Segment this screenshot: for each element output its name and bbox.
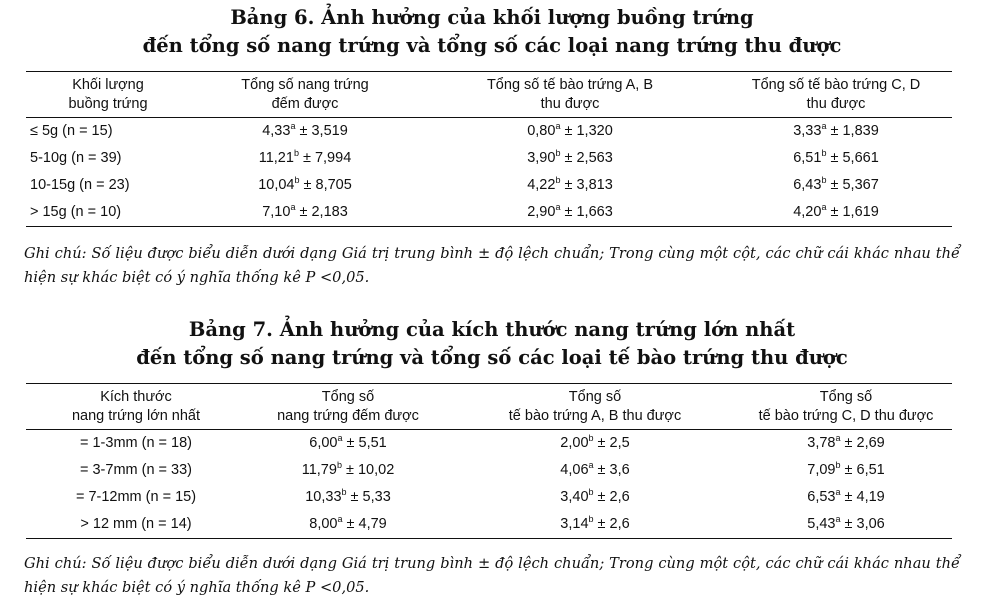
cell-oocytes-ab: 2,90$^a$ ± 1,663	[420, 199, 720, 227]
table7-header-oocytes-cd: Tổng số tế bào trứng C, D thu được	[740, 384, 952, 430]
table6-header-oocytes-cd: Tổng số tế bào trứng C, D thu được	[720, 72, 952, 118]
cell-follicles: 10,33$^b$ ± 5,33	[305, 487, 391, 505]
table7-header-row	[26, 384, 952, 430]
table-row	[26, 172, 952, 199]
table7-title	[0, 316, 984, 372]
table6	[26, 71, 952, 227]
cell-follicles: 10,04$^b$ ± 8,705	[258, 175, 352, 193]
row-group-label: = 7-12mm (n = 15)	[75, 489, 197, 505]
table6-header-oocytes-ab: Tổng số tế bào trứng A, B thu được	[420, 72, 720, 118]
cell-oocytes-cd: 3,33$^a$ ± 1,839	[793, 121, 879, 139]
table-row	[26, 457, 952, 484]
cell-oocytes-ab: 3,90$^b$ ± 2,563	[527, 148, 613, 166]
table6-title-line2: đến tổng số nang trứng và tổng số các loại nang trứng thu được	[142, 34, 842, 57]
table-row	[26, 145, 952, 172]
cell-oocytes-cd: 5,43$^a$ ± 3,06	[740, 511, 952, 539]
table7-note: Ghi chú: Số liệu được biểu diễn dưới dạng Giá trị trung bình ± độ lệch chuẩn; Trong cùng một cột, các chữ cái khác nhau thể hiện sự khác biệt có ý nghĩa thống kê P <0,05.	[24, 555, 960, 596]
row-group-label: = 3-7mm (n = 33)	[79, 462, 192, 478]
cell-follicles: 6,00$^a$ ± 5,51	[309, 433, 387, 451]
cell-oocytes-ab: 3,40$^b$ ± 2,6	[560, 487, 630, 505]
table-row	[26, 484, 952, 511]
row-group-label: 5-10g (n = 39)	[30, 150, 122, 166]
row-group-label: > 15g (n = 10)	[26, 199, 190, 227]
cell-follicles: 7,10$^a$ ± 2,183	[190, 199, 420, 227]
table6-title-line1: Bảng 6. Ảnh hưởng của khối lượng buồng trứng	[230, 6, 754, 29]
row-group-label: ≤ 5g (n = 15)	[30, 123, 113, 139]
table-row	[26, 430, 952, 458]
table7	[26, 383, 952, 539]
table7-header-follicle-size: Kích thước nang trứng lớn nhất	[26, 384, 246, 430]
cell-oocytes-cd: 4,20$^a$ ± 1,619	[720, 199, 952, 227]
cell-oocytes-ab: 4,06$^a$ ± 3,6	[560, 460, 630, 478]
table-row	[26, 511, 952, 539]
cell-follicles: 8,00$^a$ ± 4,79	[246, 511, 450, 539]
row-group-label: = 1-3mm (n = 18)	[79, 435, 192, 451]
table6-title	[0, 4, 984, 60]
cell-oocytes-ab: 3,14$^b$ ± 2,6	[450, 511, 740, 539]
row-group-label: 10-15g (n = 23)	[30, 177, 130, 193]
cell-oocytes-ab: 2,00$^b$ ± 2,5	[560, 433, 630, 451]
table-row	[26, 199, 952, 227]
cell-oocytes-ab: 4,22$^b$ ± 3,813	[527, 175, 613, 193]
table7-header-oocytes-ab: Tổng số tế bào trứng A, B thu được	[450, 384, 740, 430]
cell-oocytes-ab: 0,80$^a$ ± 1,320	[527, 121, 613, 139]
cell-oocytes-cd: 3,78$^a$ ± 2,69	[807, 433, 885, 451]
cell-follicles: 11,21$^b$ ± 7,994	[258, 148, 352, 166]
table7-title-line1: Bảng 7. Ảnh hưởng của kích thước nang trứng lớn nhất	[188, 318, 796, 341]
cell-oocytes-cd: 6,53$^a$ ± 4,19	[807, 487, 885, 505]
cell-follicles: 4,33$^a$ ± 3,519	[262, 121, 348, 139]
table7-header-follicles-counted: Tổng số nang trứng đếm được	[246, 384, 450, 430]
table6-header-row	[26, 72, 952, 118]
table6-header-ovary-weight: Khối lượng buồng trứng	[26, 72, 190, 118]
cell-oocytes-cd: 6,51$^b$ ± 5,661	[793, 148, 879, 166]
cell-oocytes-cd: 6,43$^b$ ± 5,367	[793, 175, 879, 193]
table6-header-follicles-counted: Tổng số nang trứng đếm được	[190, 72, 420, 118]
cell-oocytes-cd: 7,09$^b$ ± 6,51	[807, 460, 885, 478]
row-group-label: > 12 mm (n = 14)	[26, 511, 246, 539]
cell-follicles: 11,79$^b$ ± 10,02	[301, 460, 395, 478]
table6-note: Ghi chú: Số liệu được biểu diễn dưới dạng Giá trị trung bình ± độ lệch chuẩn; Trong cùng một cột, các chữ cái khác nhau thể hiện sự khác biệt có ý nghĩa thống kê P <0,05.	[24, 245, 960, 286]
table-row	[26, 118, 952, 146]
table7-title-line2: đến tổng số nang trứng và tổng số các loại tế bào trứng thu được	[136, 346, 848, 369]
